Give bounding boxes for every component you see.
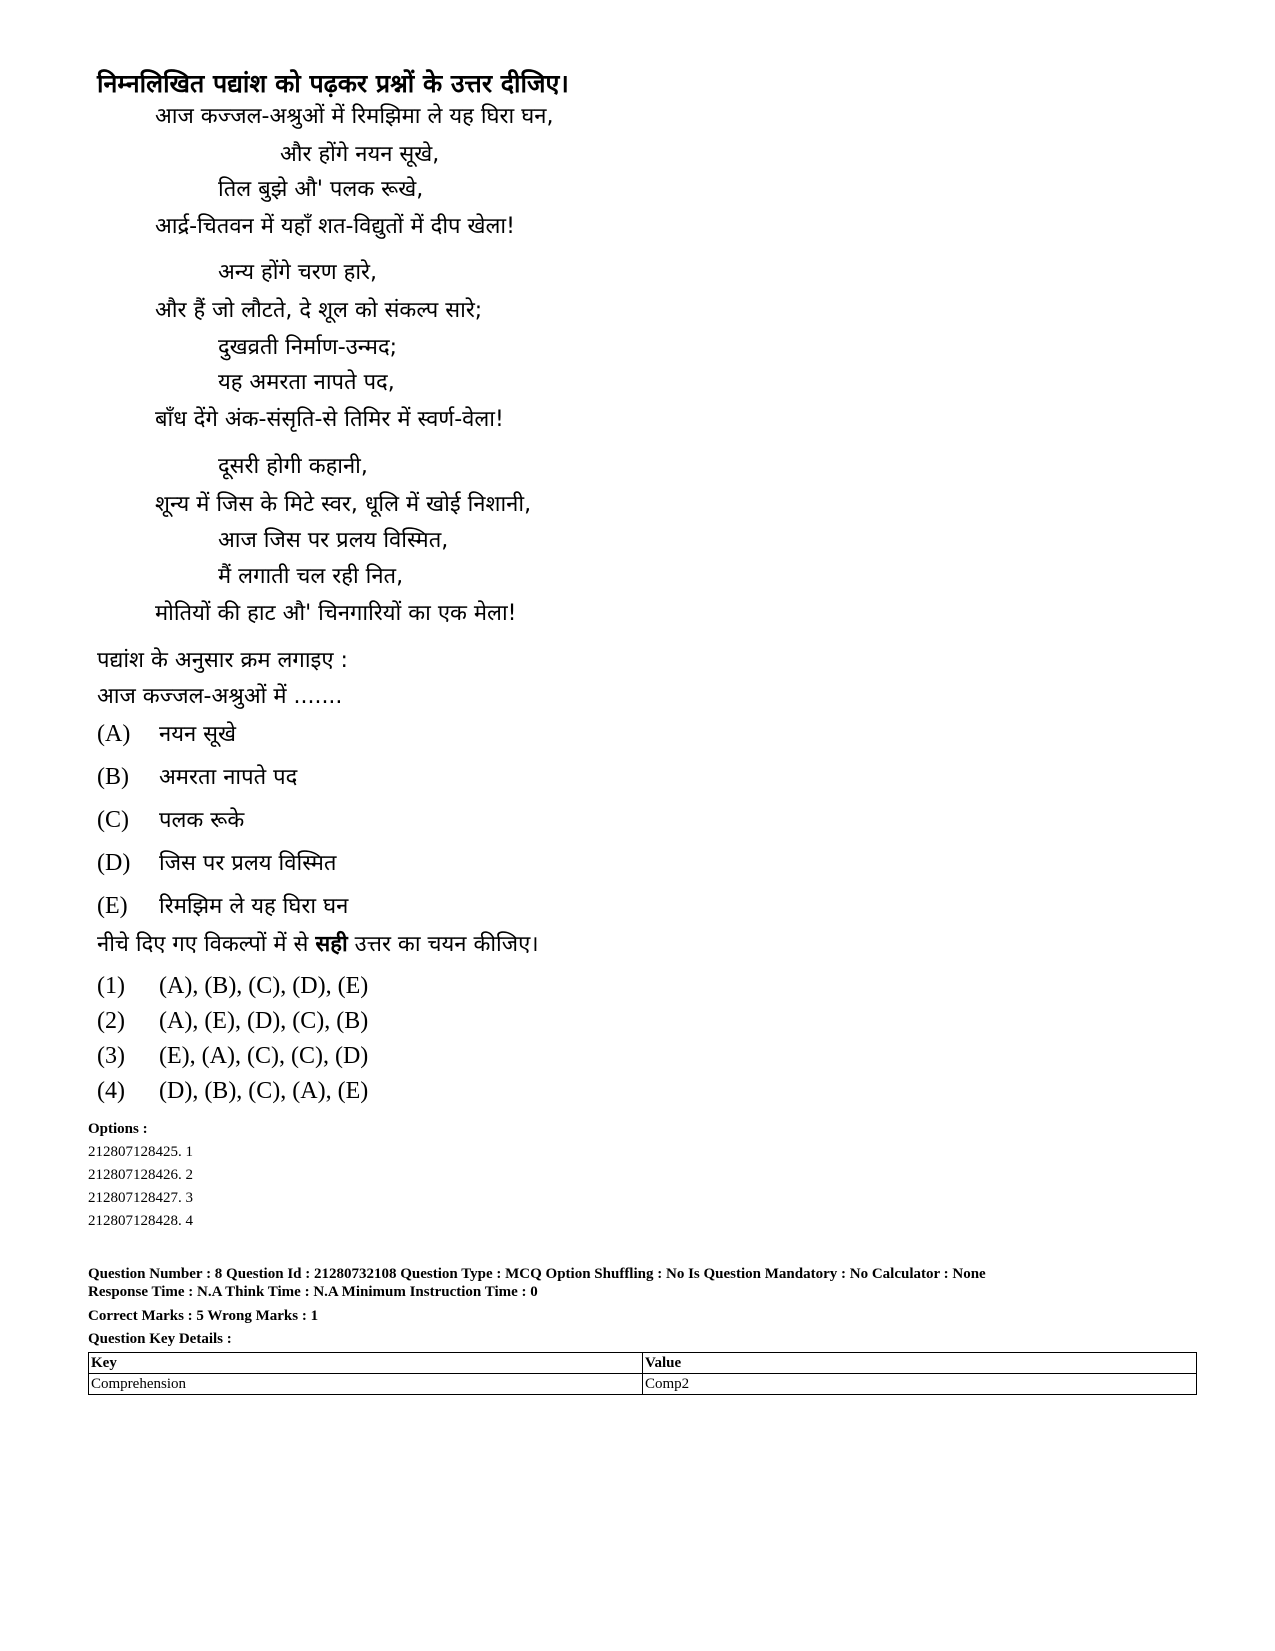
- poem-line: आज कज्जल-अश्रुओं में रिमझिमा ले यह घिरा घन,: [155, 104, 554, 129]
- select-instruction: नीचे दिए गए विकल्पों में से सही उत्तर का चयन कीजिए।: [97, 932, 539, 957]
- answer-choice: [97, 1040, 368, 1072]
- question-item: [97, 890, 348, 923]
- poem-line: शून्य में जिस के मिटे स्वर, धूलि में खोई निशानी,: [155, 492, 532, 517]
- question-lead: आज कज्जल-अश्रुओं में .......: [97, 684, 343, 709]
- poem-line: आज जिस पर प्रलय विस्मित,: [218, 528, 449, 553]
- item-label: (E): [97, 893, 128, 919]
- table-cell: Comprehension: [89, 1374, 643, 1395]
- question-item: [97, 761, 297, 794]
- item-text: अमरता नापते पद: [159, 765, 298, 790]
- choice-text: (E), (A), (C), (C), (D): [159, 1043, 369, 1069]
- item-text: नयन सूखे: [159, 722, 237, 747]
- choice-label: (4): [97, 1078, 125, 1104]
- question-meta-line: Question Number : 8 Question Id : 21280732108 Question Type : MCQ Option Shuffling : No Is Question Mandatory : No Calculator : None: [88, 1266, 986, 1282]
- options-heading: Options :: [88, 1121, 148, 1137]
- table-header-row: [89, 1353, 1197, 1374]
- poem-line: और होंगे नयन सूखे,: [280, 142, 440, 167]
- table-header-cell: Key: [89, 1353, 643, 1374]
- question-prompt: पद्यांश के अनुसार क्रम लगाइए :: [97, 648, 348, 673]
- option-id: 212807128425. 1: [88, 1144, 193, 1160]
- item-label: (D): [97, 850, 131, 876]
- poem-line: बाँध देंगे अंक-संसृति-से तिमिर में स्वर्ण-वेला!: [155, 407, 504, 432]
- answer-choice: [97, 1005, 368, 1037]
- poem-line: यह अमरता नापते पद,: [218, 370, 395, 395]
- poem-line: मैं लगाती चल रही नित,: [218, 564, 404, 589]
- question-meta-line: Response Time : N.A Think Time : N.A Minimum Instruction Time : 0: [88, 1284, 538, 1300]
- question-item: [97, 847, 336, 880]
- option-id: 212807128426. 2: [88, 1167, 193, 1183]
- poem-line: अन्य होंगे चरण हारे,: [218, 260, 378, 285]
- choice-label: (1): [97, 973, 125, 999]
- item-text: रिमझिम ले यह घिरा घन: [159, 894, 349, 919]
- item-label: (B): [97, 764, 129, 790]
- question-item: [97, 718, 236, 751]
- instruction-heading: निम्नलिखित पद्यांश को पढ़कर प्रश्नों के उत्तर दीजिए।: [97, 69, 569, 98]
- choice-text: (A), (E), (D), (C), (B): [159, 1008, 369, 1034]
- key-details-heading: Question Key Details :: [88, 1331, 232, 1347]
- choice-label: (3): [97, 1043, 125, 1069]
- item-label: (A): [97, 721, 131, 747]
- choice-text: (A), (B), (C), (D), (E): [159, 973, 369, 999]
- table-row: [89, 1374, 1197, 1395]
- poem-line: दूसरी होगी कहानी,: [218, 454, 368, 479]
- marks-line: Correct Marks : 5 Wrong Marks : 1: [88, 1308, 319, 1324]
- answer-choice: [97, 1075, 368, 1107]
- choice-text: (D), (B), (C), (A), (E): [159, 1078, 369, 1104]
- item-label: (C): [97, 807, 129, 833]
- table-cell: Comp2: [643, 1374, 1197, 1395]
- option-id: 212807128427. 3: [88, 1190, 193, 1206]
- poem-line: दुखव्रती निर्माण-उन्मद;: [218, 335, 398, 360]
- table-header-cell: Value: [643, 1353, 1197, 1374]
- item-text: पलक रूके: [159, 808, 245, 833]
- item-text: जिस पर प्रलय विस्मित: [159, 851, 337, 876]
- choice-label: (2): [97, 1008, 125, 1034]
- poem-line: आर्द्र-चितवन में यहाँ शत-विद्युतों में दीप खेला!: [155, 214, 515, 239]
- question-item: [97, 804, 244, 837]
- poem-line: और हैं जो लौटते, दे शूल को संकल्प सारे;: [155, 298, 483, 323]
- poem-line: तिल बुझे औ' पलक रूखे,: [218, 177, 424, 202]
- answer-choice: [97, 970, 368, 1002]
- poem-line: मोतियों की हाट औ' चिनगारियों का एक मेला!: [155, 601, 517, 626]
- key-details-table: [88, 1352, 1197, 1395]
- option-id: 212807128428. 4: [88, 1213, 193, 1229]
